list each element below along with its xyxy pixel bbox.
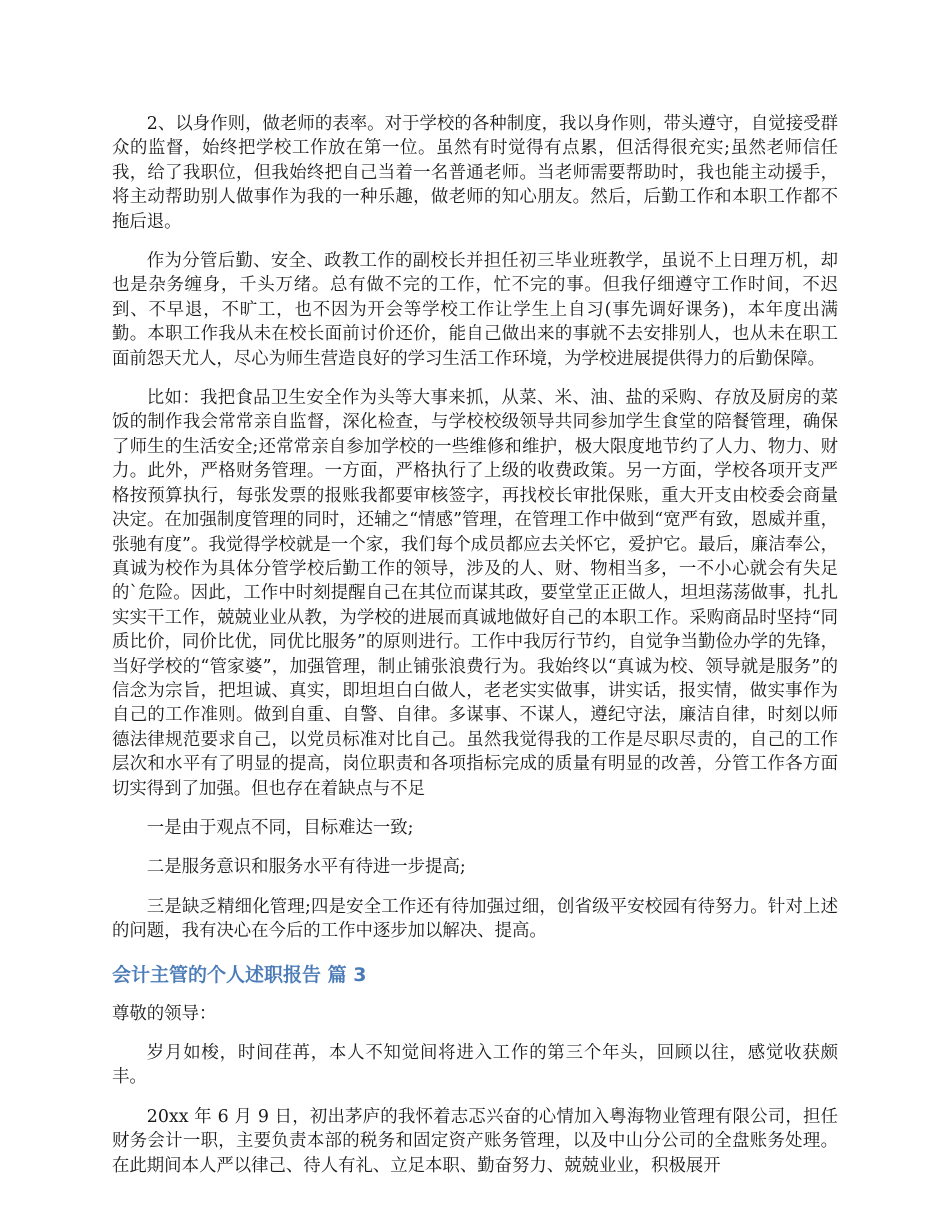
- paragraph-food-safety-finance: 比如：我把食品卫生安全作为头等大事来抓，从菜、米、油、盐的采购、存放及厨房的菜饭的制作我会常常亲自监督，深化检查，与学校校级领导共同参加学生食堂的陪餐管理，确保了师生的生活安全;还常常亲自参加学校的一些维修和维护，极大限度地节约了人力、物力、财力。此外，严格财务管理。一方面，严格执行了上级的收费政策。另一方面，学校各项开支严格按预算执行，每张发票的报账我都要审核签字，再找校长审批保账，重大开支由校委会商量决定。在加强制度管理的同时，还辅之“情感”管理，在管理工作中做到“宽严有致，恩威并重，张驰有度”。我觉得学校就是一个家，我们每个成员都应去关怀它，爱护它。最后，廉洁奉公，真诚为校作为具体分管学校后勤工作的领导，涉及的人、财、物相当多，一不小心就会有失足的`危险。因此，工作中时刻提醒自己在其位而谋其政，要堂堂正正做人，坦坦荡荡做事，扎扎实实干工作，兢兢业业从教，为学校的进展而真诚地做好自己的本职工作。采购商品时坚持“同质比价，同价比优，同优比服务”的原则进行。工作中我厉行节约，自觉争当勤俭办学的先锋，当好学校的“管家婆”，加强管理，制止铺张浪费行为。我始终以“真诚为校、领导就是服务”的信念为宗旨，把坦诚、真实，即坦坦白白做人，老老实实做事，讲实话，报实情，做实事作为自己的工作准则。做到自重、自警、自律。多谋事、不谋人，遵纪守法，廉洁自律，时刻以师德法律规范要求自己，以党员标准对比自己。虽然我觉得我的工作是尽职尽责的，自己的工作层次和水平有了明显的提高，岗位职责和各项指标完成的质量有明显的改善，分管工作各方面切实得到了加强。但也存在着缺点与不足: [112, 388, 838, 799]
- salutation: 尊敬的领导：: [112, 1003, 217, 1024]
- shortcoming-item-2: 二是服务意识和服务水平有待进一步提高;: [146, 857, 466, 878]
- section-heading: 会计主管的个人述职报告 篇 3: [112, 963, 367, 986]
- paragraph-vice-principal-duties: 作为分管后勤、安全、政教工作的副校长并担任初三毕业班教学，虽说不上日理万机，却也是杂务缠身，千头万绪。总有做不完的工作，忙不完的事。但我仔细遵守工作时间，不迟到、不早退，不旷工，也不因为开会等学校工作让学生上自习(事先调好课务)，本年度出满勤。本职工作我从未在校长面前讨价还价，能自己做出来的事就不去安排别人，也从未在职工面前怨天尤人，尽心为师生营造良好的学习生活工作环境，为学校进展提供得力的后勤保障。: [112, 251, 838, 369]
- paragraph-lead-by-example: 2、以身作则，做老师的表率。对于学校的各种制度，我以身作则，带头遵守，自觉接受群众的监督，始终把学校工作放在第一位。虽然有时觉得有点累，但活得很充实;虽然老师信任我，给了我职位，但我始终把自己当着一名普通老师。当老师需要帮助时，我也能主动援手，将主动帮助别人做事作为我的一种乐趣，做老师的知心朋友。然后，后勤工作和本职工作都不拖后退。: [112, 114, 838, 232]
- shortcoming-item-3-4: 三是缺乏精细化管理;四是安全工作还有待加强过细，创省级平安校园有待努力。针对上述的问题，我有决心在今后的工作中逐步加以解决、提高。: [112, 896, 838, 942]
- shortcoming-item-1: 一是由于观点不同，目标难达一致;: [146, 817, 414, 838]
- paragraph-intro-reflection: 岁月如梭，时间荏苒，本人不知觉间将进入工作的第三个年头，回顾以往，感觉收获颇丰。: [112, 1043, 838, 1088]
- paragraph-job-start: 20xx 年 6 月 9 日，初出茅庐的我怀着志忑兴奋的心情加入粤海物业管理有限公司，担任财务会计一职，主要负责本部的税务和固定资产账务管理，以及中山分公司的全盘账务处理。在此期间本人严以律己、待人有礼、立足本职、勤奋努力、兢兢业业，积极展开: [112, 1106, 838, 1176]
